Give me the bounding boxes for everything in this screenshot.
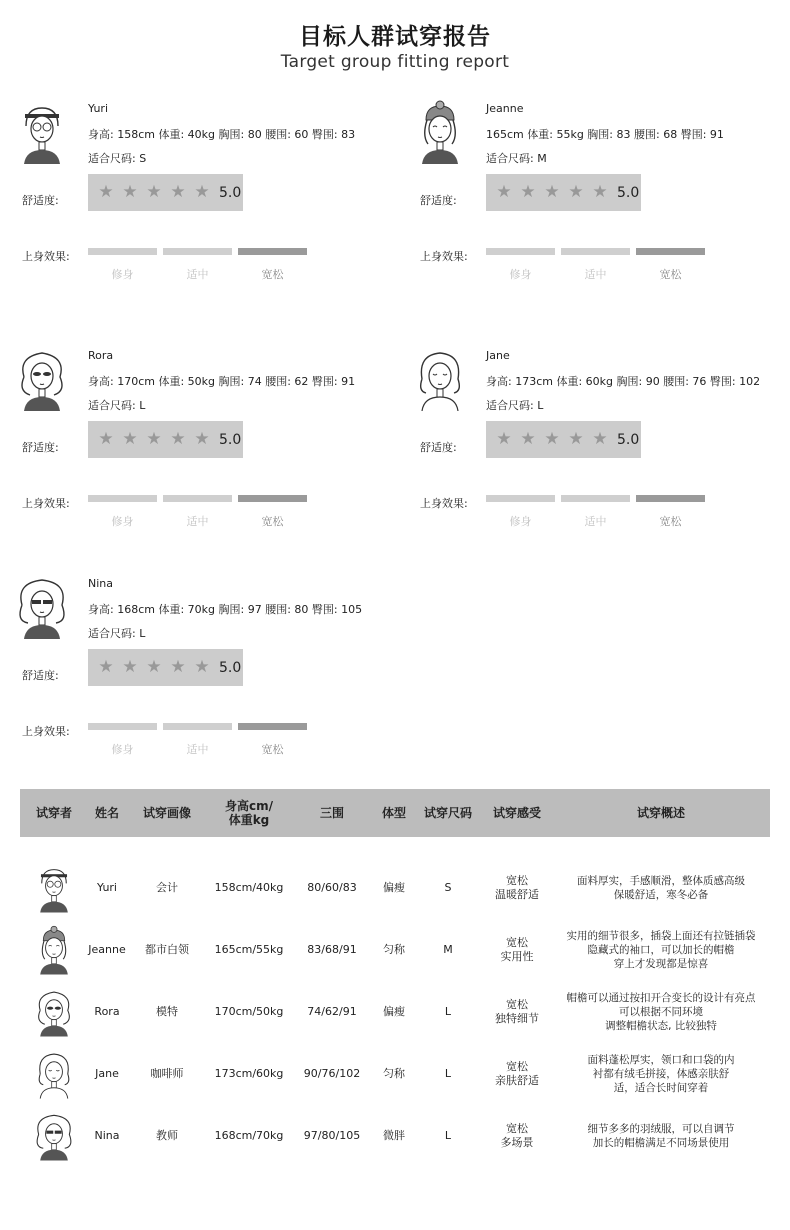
table-body <box>20 857 770 1167</box>
column-header-line: 试穿感受 <box>492 806 541 820</box>
comfort-rating <box>88 421 243 458</box>
profile-name: Jane <box>486 349 510 362</box>
profile-card-rora <box>12 347 402 547</box>
fit-effect-label: 上身效果: <box>22 250 70 263</box>
cell-persona: 模特 <box>156 1005 178 1018</box>
profile-measurements: 身高: 168cm 体重: 70kg 胸围: 97 腰围: 80 臀围: 105 <box>88 603 363 616</box>
cell-body-shape: 匀称 <box>383 1067 405 1080</box>
comfort-label: 舒适度: <box>22 194 59 207</box>
cell-measurements: 74/62/91 <box>307 1005 357 1018</box>
star-icon: ★ <box>496 429 512 449</box>
fit-effect-bars <box>486 495 705 502</box>
cell-summary <box>552 1053 770 1095</box>
comfort-score: 5.0 <box>617 431 640 448</box>
fit-option-label: 宽松 <box>261 268 284 281</box>
fit-effect-label: 上身效果: <box>420 497 468 510</box>
comfort-score: 5.0 <box>219 184 242 201</box>
summary-line: 面料厚实，手感顺滑，整体质感高级 <box>577 875 745 887</box>
fit-effect-label: 上身效果: <box>420 250 468 263</box>
cell-name: Nina <box>94 1129 120 1142</box>
cell-height-weight: 158cm/40kg <box>214 881 284 894</box>
comfort-label: 舒适度: <box>420 194 457 207</box>
cell-size: S <box>444 881 452 894</box>
star-icon: ★ <box>122 429 138 449</box>
fit-option-label: 适中 <box>186 743 209 756</box>
column-header <box>208 799 290 827</box>
comfort-label: 舒适度: <box>22 669 59 682</box>
cell-body-shape: 匀称 <box>383 943 405 956</box>
star-icon: ★ <box>98 182 114 202</box>
avatar <box>12 575 72 639</box>
column-header-line: 姓名 <box>94 806 119 820</box>
fit-option-label: 修身 <box>509 268 532 281</box>
summary-line: 实用的细节很多，插袋上面还有拉链插袋 <box>566 930 756 942</box>
star-icon: ★ <box>146 182 162 202</box>
profile-size: 适合尺码: L <box>88 627 146 640</box>
table-row <box>20 919 770 981</box>
cell-measurements: 80/60/83 <box>307 881 357 894</box>
fit-bar <box>561 495 630 502</box>
cell-height-weight: 173cm/60kg <box>214 1067 284 1080</box>
page-title: 目标人群试穿报告 <box>299 24 491 50</box>
cell-height-weight: 165cm/55kg <box>214 943 284 956</box>
column-header <box>374 806 414 820</box>
summary-line: 加长的帽檐满足不同场景使用 <box>592 1137 730 1149</box>
profile-card-yuri <box>12 100 402 300</box>
fit-bar <box>636 248 705 255</box>
fit-option-label: 适中 <box>186 515 209 528</box>
cell-summary <box>552 929 770 971</box>
profile-card-nina <box>12 575 402 775</box>
row-avatar <box>20 986 88 1038</box>
cell-feeling <box>482 998 552 1026</box>
profile-measurements: 身高: 173cm 体重: 60kg 胸围: 90 腰围: 76 臀围: 102 <box>486 375 761 388</box>
row-avatar <box>20 862 88 914</box>
cell-name: Rora <box>94 1005 120 1018</box>
star-icon: ★ <box>194 657 210 677</box>
column-header-line: 试穿尺码 <box>423 806 472 820</box>
cell-persona: 咖啡师 <box>150 1067 184 1080</box>
profile-size: 适合尺码: L <box>486 399 544 412</box>
profile-card-jane <box>410 347 790 547</box>
feeling-line: 宽松 <box>506 1122 528 1135</box>
cell-measurements: 97/80/105 <box>303 1129 361 1142</box>
comfort-rating <box>486 174 641 211</box>
summary-line: 面料蓬松厚实，领口和口袋的内 <box>587 1054 735 1066</box>
summary-line: 可以根据不同环境 <box>619 1006 703 1018</box>
profile-size: 适合尺码: M <box>486 152 547 165</box>
comfort-label: 舒适度: <box>22 441 59 454</box>
profile-name: Jeanne <box>486 102 524 115</box>
cell-name: Jeanne <box>88 943 126 956</box>
star-icon: ★ <box>592 429 608 449</box>
cell-body-shape: 偏瘦 <box>383 1005 405 1018</box>
summary-line: 帽檐可以通过按扣开合变长的设计有亮点 <box>566 992 756 1004</box>
feeling-line: 宽松 <box>506 874 528 887</box>
cell-size: L <box>444 1067 452 1080</box>
fit-option-label: 宽松 <box>659 268 682 281</box>
fit-effect-bars <box>486 248 705 255</box>
avatar <box>12 347 72 411</box>
fit-bar <box>88 723 157 730</box>
star-icon: ★ <box>170 657 186 677</box>
cell-feeling <box>482 1122 552 1150</box>
comfort-rating <box>88 649 243 686</box>
cell-summary <box>552 991 770 1033</box>
profile-measurements: 身高: 170cm 体重: 50kg 胸围: 74 腰围: 62 臀围: 91 <box>88 375 356 388</box>
cell-height-weight: 168cm/70kg <box>214 1129 284 1142</box>
feeling-line: 温暖舒适 <box>495 888 539 901</box>
page-subtitle: Target group fitting report <box>280 52 510 72</box>
star-icon: ★ <box>520 182 536 202</box>
feeling-line: 实用性 <box>500 950 534 963</box>
star-icon: ★ <box>146 429 162 449</box>
star-icon: ★ <box>98 657 114 677</box>
comfort-score: 5.0 <box>219 431 242 448</box>
comfort-score: 5.0 <box>617 184 640 201</box>
star-icon: ★ <box>170 182 186 202</box>
cell-persona: 教师 <box>156 1129 178 1142</box>
fit-bar <box>88 495 157 502</box>
cell-feeling <box>482 936 552 964</box>
fit-option-label: 宽松 <box>261 743 284 756</box>
star-icon: ★ <box>194 429 210 449</box>
cell-persona: 会计 <box>156 881 178 894</box>
fit-effect-labels <box>486 513 705 529</box>
avatar <box>410 100 470 164</box>
cell-size: L <box>444 1129 452 1142</box>
fit-effect-label: 上身效果: <box>22 497 70 510</box>
column-header-line: 体重kg <box>228 813 270 827</box>
column-header <box>88 806 126 820</box>
cell-body-shape: 微胖 <box>383 1129 405 1142</box>
column-header <box>290 806 374 820</box>
table-row <box>20 857 770 919</box>
cell-measurements: 90/76/102 <box>303 1067 361 1080</box>
column-header <box>552 806 770 820</box>
profile-size: 适合尺码: S <box>88 152 147 165</box>
column-header-line: 三围 <box>319 806 344 820</box>
row-avatar <box>20 1048 88 1100</box>
cell-size: L <box>444 1005 452 1018</box>
fit-effect-label: 上身效果: <box>22 725 70 738</box>
comfort-label: 舒适度: <box>420 441 457 454</box>
star-icon: ★ <box>122 657 138 677</box>
column-header-line: 试穿画像 <box>142 806 191 820</box>
fit-option-label: 适中 <box>186 268 209 281</box>
table-row <box>20 981 770 1043</box>
comfort-rating <box>486 421 641 458</box>
profile-card-jeanne <box>410 100 790 300</box>
column-header-line: 试穿概述 <box>636 806 685 820</box>
fit-bar <box>238 495 307 502</box>
profile-name: Yuri <box>88 102 109 115</box>
summary-line: 保暖舒适，寒冬必备 <box>613 889 709 901</box>
fit-bar <box>163 495 232 502</box>
fit-effect-bars <box>88 723 307 730</box>
fit-effect-labels <box>486 266 705 282</box>
fit-option-label: 宽松 <box>659 515 682 528</box>
fitting-table <box>20 789 770 1167</box>
star-icon: ★ <box>170 429 186 449</box>
star-icon: ★ <box>122 182 138 202</box>
profile-measurements: 身高: 158cm 体重: 40kg 胸围: 80 腰围: 60 臀围: 83 <box>88 128 356 141</box>
profile-name: Nina <box>88 577 113 590</box>
cell-summary <box>552 1122 770 1150</box>
cell-name: Jane <box>95 1067 119 1080</box>
fit-bar <box>238 248 307 255</box>
avatar <box>12 100 72 164</box>
fit-bar <box>163 248 232 255</box>
summary-line: 衬都有绒毛拼接，体感亲肤舒 <box>592 1068 730 1080</box>
star-icon: ★ <box>98 429 114 449</box>
feeling-line: 宽松 <box>506 998 528 1011</box>
cell-feeling <box>482 874 552 902</box>
star-icon: ★ <box>544 429 560 449</box>
fit-bar <box>486 495 555 502</box>
star-icon: ★ <box>496 182 512 202</box>
fit-option-label: 修身 <box>111 743 134 756</box>
fit-option-label: 修身 <box>509 515 532 528</box>
fit-bar <box>636 495 705 502</box>
fit-option-label: 修身 <box>111 268 134 281</box>
fit-bar <box>486 248 555 255</box>
fit-bar <box>163 723 232 730</box>
star-icon: ★ <box>568 429 584 449</box>
summary-line: 穿上才发现都是惊喜 <box>613 958 709 970</box>
avatar <box>410 347 470 411</box>
cell-body-shape: 偏瘦 <box>383 881 405 894</box>
summary-line: 细节多多的羽绒服，可以自调节 <box>587 1123 735 1135</box>
summary-line: 适，适合长时间穿着 <box>613 1082 709 1094</box>
row-avatar <box>20 924 88 976</box>
fit-bar <box>88 248 157 255</box>
fit-effect-labels <box>88 741 307 757</box>
fit-bar <box>238 723 307 730</box>
column-header-line: 身高cm/ <box>224 799 273 813</box>
star-icon: ★ <box>544 182 560 202</box>
fit-effect-labels <box>88 266 307 282</box>
star-icon: ★ <box>194 182 210 202</box>
star-icon: ★ <box>568 182 584 202</box>
comfort-score: 5.0 <box>219 659 242 676</box>
fit-effect-bars <box>88 495 307 502</box>
cell-name: Yuri <box>96 881 117 894</box>
feeling-line: 宽松 <box>506 936 528 949</box>
fit-option-label: 适中 <box>584 515 607 528</box>
feeling-line: 宽松 <box>506 1060 528 1073</box>
cell-persona: 都市白领 <box>145 943 189 956</box>
summary-line: 调整帽檐状态, 比较独特 <box>605 1020 717 1032</box>
feeling-line: 多场景 <box>500 1136 534 1149</box>
fit-bar <box>561 248 630 255</box>
table-header <box>20 789 770 837</box>
profile-measurements: 165cm 体重: 55kg 胸围: 83 腰围: 68 臀围: 91 <box>486 128 724 141</box>
column-header <box>414 806 482 820</box>
cell-feeling <box>482 1060 552 1088</box>
star-icon: ★ <box>520 429 536 449</box>
profile-size: 适合尺码: L <box>88 399 146 412</box>
star-icon: ★ <box>592 182 608 202</box>
summary-line: 隐藏式的袖口，可以加长的帽檐 <box>587 944 735 956</box>
table-row <box>20 1105 770 1167</box>
column-header <box>20 806 88 820</box>
cell-measurements: 83/68/91 <box>307 943 357 956</box>
cell-size: M <box>443 943 453 956</box>
fit-option-label: 适中 <box>584 268 607 281</box>
feeling-line: 亲肤舒适 <box>495 1074 539 1087</box>
column-header <box>482 806 552 820</box>
column-header <box>126 806 208 820</box>
comfort-rating <box>88 174 243 211</box>
fit-option-label: 修身 <box>111 515 134 528</box>
fit-effect-bars <box>88 248 307 255</box>
column-header-line: 体型 <box>381 806 406 820</box>
column-header-line: 试穿者 <box>35 806 72 820</box>
star-icon: ★ <box>146 657 162 677</box>
row-avatar <box>20 1110 88 1162</box>
fit-effect-labels <box>88 513 307 529</box>
cell-summary <box>552 874 770 902</box>
fit-option-label: 宽松 <box>261 515 284 528</box>
profile-name: Rora <box>88 349 114 362</box>
table-row <box>20 1043 770 1105</box>
cell-height-weight: 170cm/50kg <box>214 1005 284 1018</box>
feeling-line: 独特细节 <box>495 1012 539 1025</box>
